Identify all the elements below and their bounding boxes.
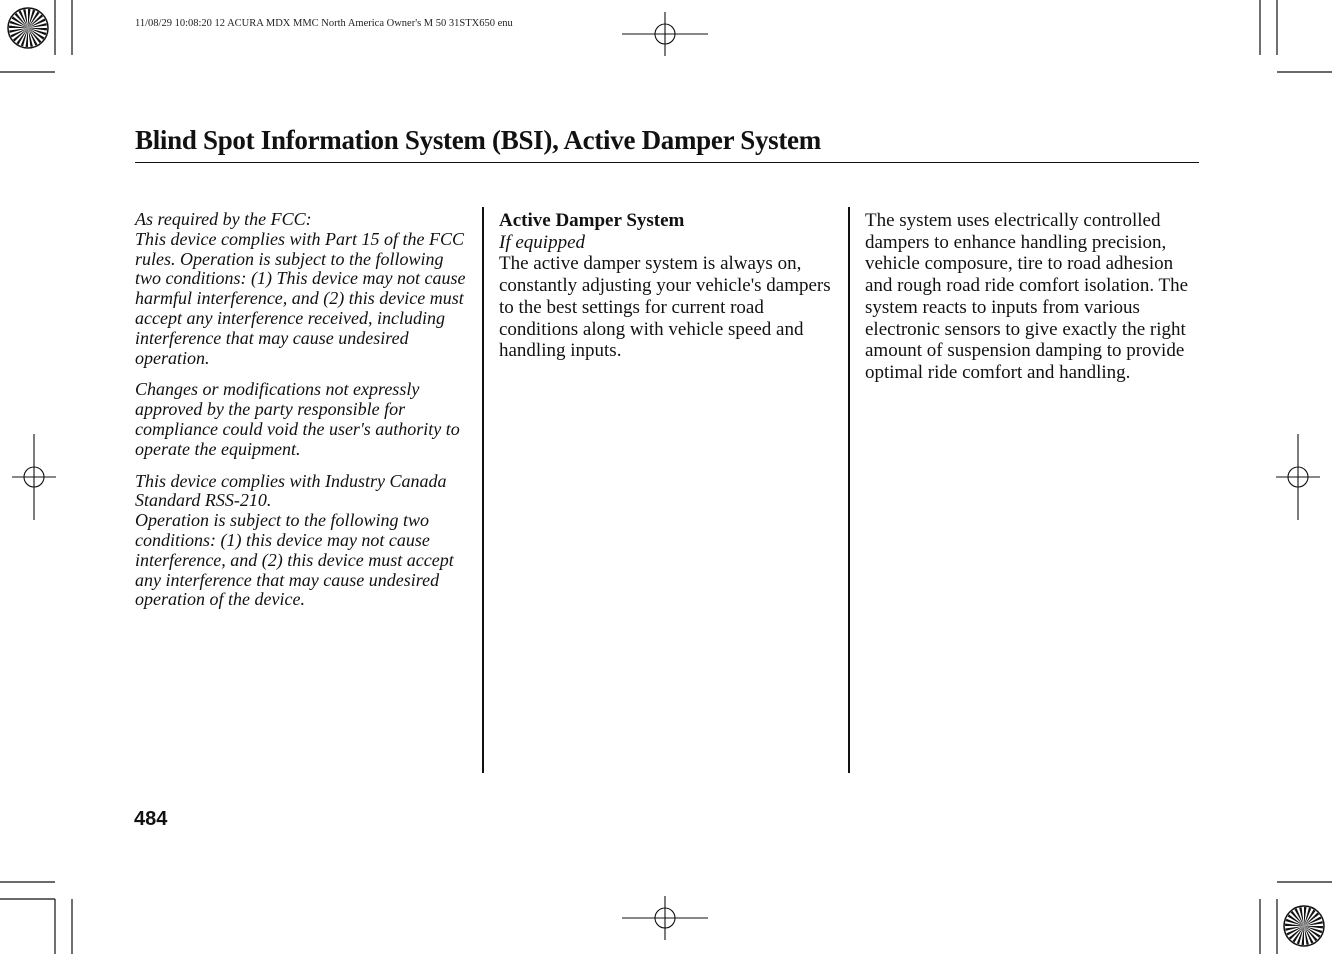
equipped-note: If equipped [499,231,586,253]
industry-canada-text: This device complies with Industry Canada Standard RSS-210. [135,470,447,511]
registration-crosshair-bottom [622,896,708,940]
starburst-mark-top-left [8,8,48,48]
left-column [135,210,470,610]
page-number: 484 [134,808,168,830]
title-rule [135,162,1199,163]
column-divider-1 [482,207,484,773]
active-damper-text: The active damper system is always on, constantly adjusting your vehicle's dampers to the best settings for current road conditions along with vehicle speed and handling inputs. [499,253,831,362]
middle-column [499,210,839,362]
section-heading: Active Damper System [499,210,685,231]
print-slug: 11/08/29 10:08:20 12 ACURA MDX MMC North America Owner's M 50 31STX650 enu [135,18,513,29]
column-divider-2 [848,207,850,773]
crop-mark-bottom-left [0,882,72,954]
operation-text: Operation is subject to the following two conditions: (1) this device may not cause interference, and (2) this device must accept any interference that may cause undesired operation of the device. [135,510,454,610]
system-description: The system uses electrically controlled dampers to enhance handling precision, vehicle composure, tire to road adhesion and rough road ride comfort isolation. The system reacts to inputs from various electronic sensors to give exactly the right amount of suspension damping to provide optimal ride comfort and handling. [865,210,1189,383]
registration-crosshair-top [622,12,708,56]
fcc-heading: As required by the FCC: [135,209,312,229]
starburst-mark-bottom-right [1284,906,1324,946]
right-column [865,210,1200,384]
changes-text: Changes or modifications not expressly approved by the party responsible for compliance could void the user's authority to operate the equipment. [135,379,460,459]
page-title: Blind Spot Information System (BSI), Active Damper System [135,125,821,155]
registration-crosshair-left [12,434,56,520]
crop-mark-top-right [1260,0,1332,72]
registration-crosshair-right [1276,434,1320,520]
fcc-text: This device complies with Part 15 of the FCC rules. Operation is subject to the following two conditions: (1) This device may not cause harmful interference, and (2) this device must accept any interference received, including interference that may cause undesired operation. [135,228,466,368]
